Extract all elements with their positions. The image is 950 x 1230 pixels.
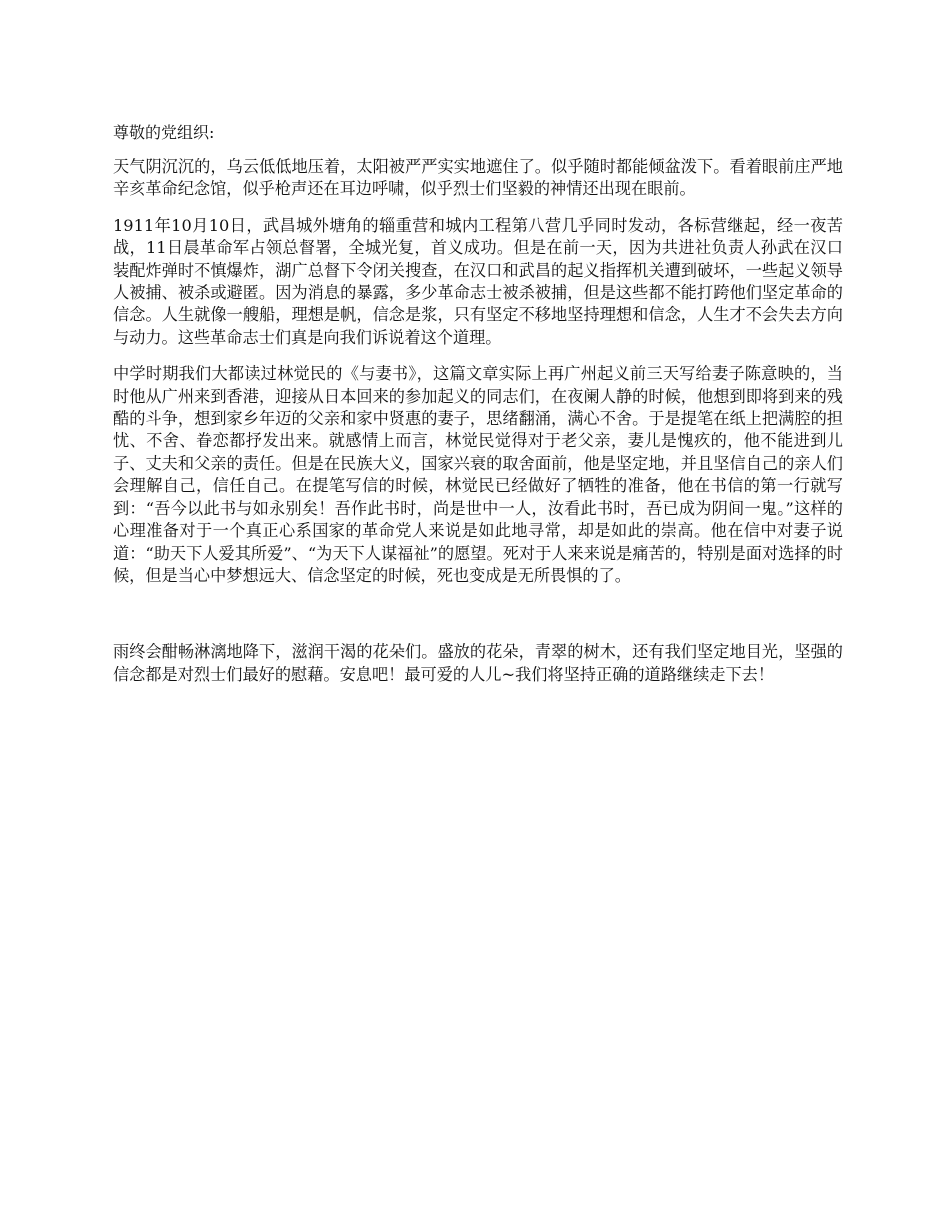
paragraph-wuchang-uprising: 1911年10月10日，武昌城外塘角的辎重营和城内工程第八营几乎同时发动，各标营继起，经一夜苦战，11日晨革命军占领总督署，全城光复，首义成功。但是在前一天，因为共进社负责人孙武在汉口装配炸弹时不慎爆炸，湖广总督下令闭关搜查，在汉口和武昌的起义指挥机关遭到破坏，一些起义领导人被捕、被杀或避匿。因为消息的暴露，多少革命志士被杀被捕，但是这些都不能打跨他们坚定革命的信念。人生就像一艘船，理想是帆，信念是浆，只有坚定不移地坚持理想和信念，人生才不会失去方向与动力。这些革命志士们真是向我们诉说着这个道理。 [113,215,843,347]
paragraph-spacer [113,601,843,641]
salutation: 尊敬的党组织: [113,123,215,142]
paragraph-opening: 天气阴沉沉的，乌云低低地压着，太阳被严严实实地遮住了。似乎随时都能倾盆泼下。看着眼前庄严地辛亥革命纪念馆，似乎枪声还在耳边呼啸，似乎烈士们坚毅的神情还出现在眼前。 [113,157,843,199]
paragraph-closing: 雨终会酣畅淋漓地降下，滋润干渴的花朵们。盛放的花朵，青翠的树木，还有我们坚定地目光，坚强的信念都是对烈士们最好的慰藉。安息吧！最可爱的人儿~我们将坚持正确的道路继续走下去！ [113,642,843,684]
letter-body [113,122,843,700]
paragraph-lin-juemin: 中学时期我们大都读过林觉民的《与妻书》，这篇文章实际上再广州起义前三天写给妻子陈意映的，当时他从广州来到香港，迎接从日本回来的参加起义的同志们，在夜阑人静的时候，他想到即将到来的残酷的斗争，想到家乡年迈的父亲和家中贤惠的妻子，思绪翻涌，满心不舍。于是提笔在纸上把满腔的担忧、不舍、眷恋都抒发出来。就感情上而言，林觉民觉得对于老父亲，妻儿是愧疚的，他不能进到儿子、丈夫和父亲的责任。但是在民族大义，国家兴衰的取舍面前，他是坚定地，并且坚信自己的亲人们会理解自己，信任自己。在提笔写信的时候，林觉民已经做好了牺牲的准备，他在书信的第一行就写到：“吾今以此书与如永别矣！吾作此书时，尚是世中一人，汝看此书时，吾已成为阴间一鬼。”这样的心理准备对于一个真正心系国家的革命党人来说是如此地寻常，却是如此的崇高。他在信中对妻子说道：“助天下人爱其所爱”、“为天下人谋福祉”的愿望。死对于人来来说是痛苦的，特别是面对选择的时候，但是当心中梦想远大、信念坚定的时候，死也变成是无所畏惧的了。 [113,364,843,585]
